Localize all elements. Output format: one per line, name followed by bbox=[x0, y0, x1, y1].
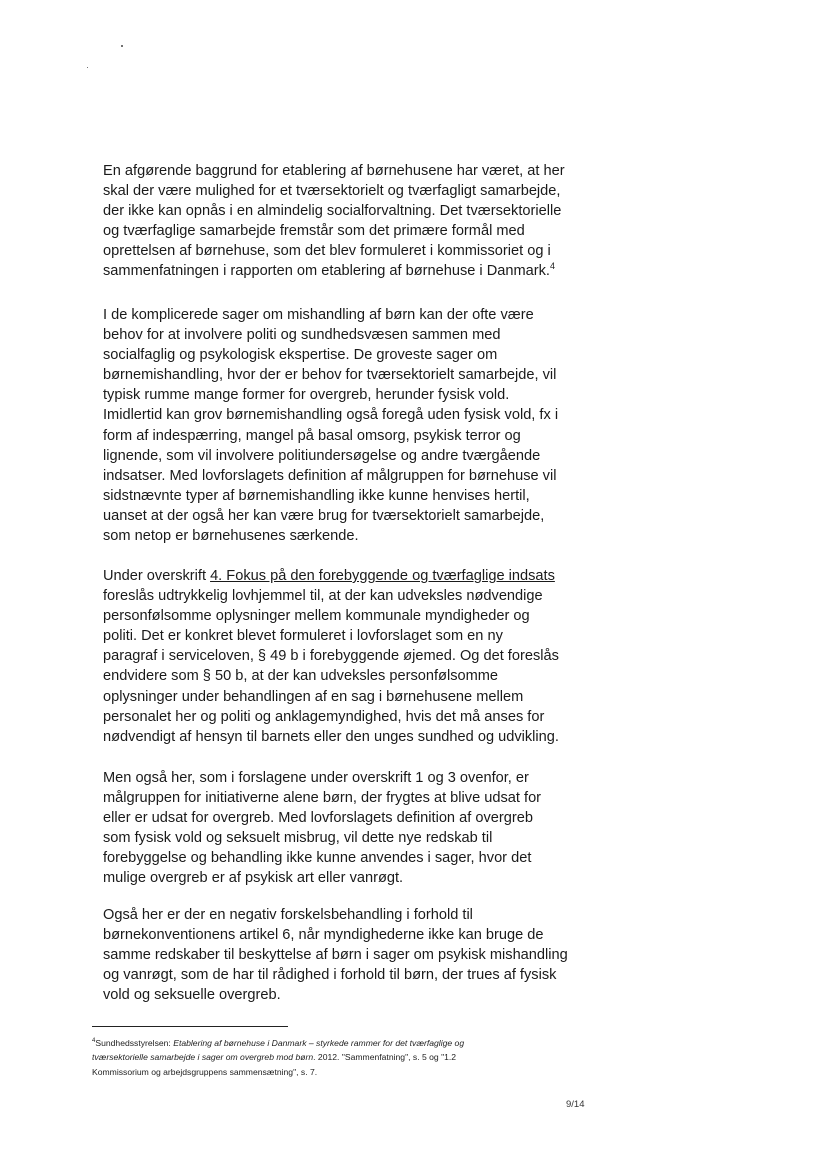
text-line-content: sammenfatningen i rapporten om etablering af børnehuse i Danmark. bbox=[103, 263, 550, 280]
text-line: form af indespærring, mangel på basal omsorg, psykisk terror og bbox=[103, 427, 521, 444]
text-line: sidstnævnte typer af børnemishandling ikke kunne henvises hertil, bbox=[103, 487, 530, 504]
text-line: samme redskaber til beskyttelse af børn i sager om psykisk mishandling bbox=[103, 947, 568, 964]
text-line: målgruppen for initiativerne alene børn, der frygtes at blive udsat for bbox=[103, 790, 542, 807]
text-line: politi. Det er konkret blevet formuleret i lovforslaget som en ny bbox=[103, 628, 503, 645]
text-line: mulige overgreb er af psykisk art eller vanrøgt. bbox=[103, 870, 404, 887]
text-line: En afgørende baggrund for etablering af børnehusene har været, at her bbox=[103, 163, 565, 179]
text-line: nødvendigt af hensyn til barnets eller den unges sundhed og udvikling. bbox=[103, 728, 559, 745]
text-line: der ikke kan opnås i en almindelig socialforvaltning. Det tværsektorielle bbox=[103, 203, 562, 220]
text-line: skal der være mulighed for et tværsektorielt og tværfagligt samarbejde, bbox=[103, 183, 561, 200]
text-line bbox=[103, 566, 559, 586]
text-line: vold og seksuelle overgreb. bbox=[103, 987, 281, 1004]
text-line: endvidere som § 50 b, at der kan udveksles personfølsomme bbox=[103, 668, 499, 685]
footnote-title: Etablering af børnehuse i Danmark – styrkede rammer for det tværfaglige og bbox=[173, 1038, 465, 1048]
text-line: som fysisk vold og seksuelt misbrug, vil dette nye redskab til bbox=[103, 830, 493, 847]
text-line: uanset at der også her kan være brug for tværsektorielt samarbejde, bbox=[103, 507, 545, 524]
page-number: 9/14 bbox=[566, 1099, 585, 1110]
text-line: behov for at involvere politi og sundhedsvæsen sammen med bbox=[103, 327, 501, 344]
footnote-number: 4 bbox=[92, 1038, 96, 1045]
footnote-line bbox=[92, 1036, 562, 1050]
text-line: personfølsomme oplysninger mellem kommunale myndigheder og bbox=[103, 608, 530, 625]
text-line: oplysninger under behandlingen af en sag i børnehusene mellem bbox=[103, 688, 524, 705]
text-line: lignende, som vil involvere politiundersøgelse og andre tværgående bbox=[103, 447, 541, 464]
paragraph-5 bbox=[103, 905, 568, 1005]
footnote-line: Kommissorium og arbejdsgruppens sammensætning", s. 7. bbox=[92, 1066, 318, 1077]
paragraph-1 bbox=[103, 161, 565, 282]
text-line: Også her er der en negativ forskelsbehandling i forhold til bbox=[103, 907, 473, 923]
paragraph-2 bbox=[103, 305, 558, 546]
scan-speck bbox=[87, 67, 88, 68]
footnote-title: tværsektorielle samarbejde i sager om overgreb mod børn bbox=[92, 1052, 314, 1063]
text-line: I de komplicerede sager om mishandling af børn kan der ofte være bbox=[103, 307, 534, 323]
text-line: foreslås udtrykkelig lovhjemmel til, at der kan udveksles nødvendige bbox=[103, 588, 543, 605]
text-line: forebyggelse og behandling ikke kunne anvendes i sager, hvor det bbox=[103, 850, 532, 867]
text-line: indsatser. Med lovforslagets definition af målgruppen for børnehuse vil bbox=[103, 467, 557, 484]
text-line: børnemishandling, hvor der er behov for tværsektorielt samarbejde, vil bbox=[103, 367, 557, 384]
footnote-reference: 4 bbox=[549, 261, 555, 272]
footnote-line bbox=[92, 1050, 562, 1064]
section-reference-prefix: Under overskrift bbox=[103, 568, 211, 584]
text-line: typisk rumme mange former for overgreb, herunder fysisk vold. bbox=[103, 387, 510, 404]
text-line: oprettelsen af børnehuse, som det blev formuleret i kommissoriet og i bbox=[103, 243, 551, 260]
text-line: og tværfaglige samarbejde fremstår som det primære formål med bbox=[103, 223, 525, 240]
text-line: personalet her og politi og anklagemyndighed, hvis det må anses for bbox=[103, 708, 545, 725]
text-line: som netop er børnehusenes særkende. bbox=[103, 528, 359, 545]
scan-speck bbox=[121, 45, 123, 47]
text-line: Men også her, som i forslagene under overskrift 1 og 3 ovenfor, er bbox=[103, 770, 529, 786]
text-line: Imidlertid kan grov børnemishandling også foregå uden fysisk vold, fx i bbox=[103, 407, 559, 424]
paragraph-4 bbox=[103, 768, 541, 889]
text-line: socialfaglig og psykologisk ekspertise. De groveste sager om bbox=[103, 347, 498, 364]
text-line bbox=[103, 261, 565, 281]
text-line: børnekonventionens artikel 6, når myndighederne ikke kan bruge de bbox=[103, 927, 544, 944]
footnote-author: Sundhedsstyrelsen: bbox=[95, 1038, 174, 1048]
paragraph-3 bbox=[103, 566, 559, 747]
footnote-citation: . 2012. "Sammenfatning", s. 5 og "1.2 bbox=[313, 1052, 457, 1063]
section-reference-underlined: 4. Fokus på den forebyggende og tværfaglige indsats bbox=[210, 568, 555, 584]
footnote-separator bbox=[92, 1026, 288, 1027]
footnote bbox=[92, 1036, 562, 1079]
text-line: paragraf i serviceloven, § 49 b i forebyggende øjemed. Og det foreslås bbox=[103, 648, 559, 665]
text-line: eller er udsat for overgreb. Med lovforslagets definition af overgreb bbox=[103, 810, 533, 827]
text-line: og vanrøgt, som de har til rådighed i forhold til børn, der trues af fysisk bbox=[103, 967, 557, 984]
